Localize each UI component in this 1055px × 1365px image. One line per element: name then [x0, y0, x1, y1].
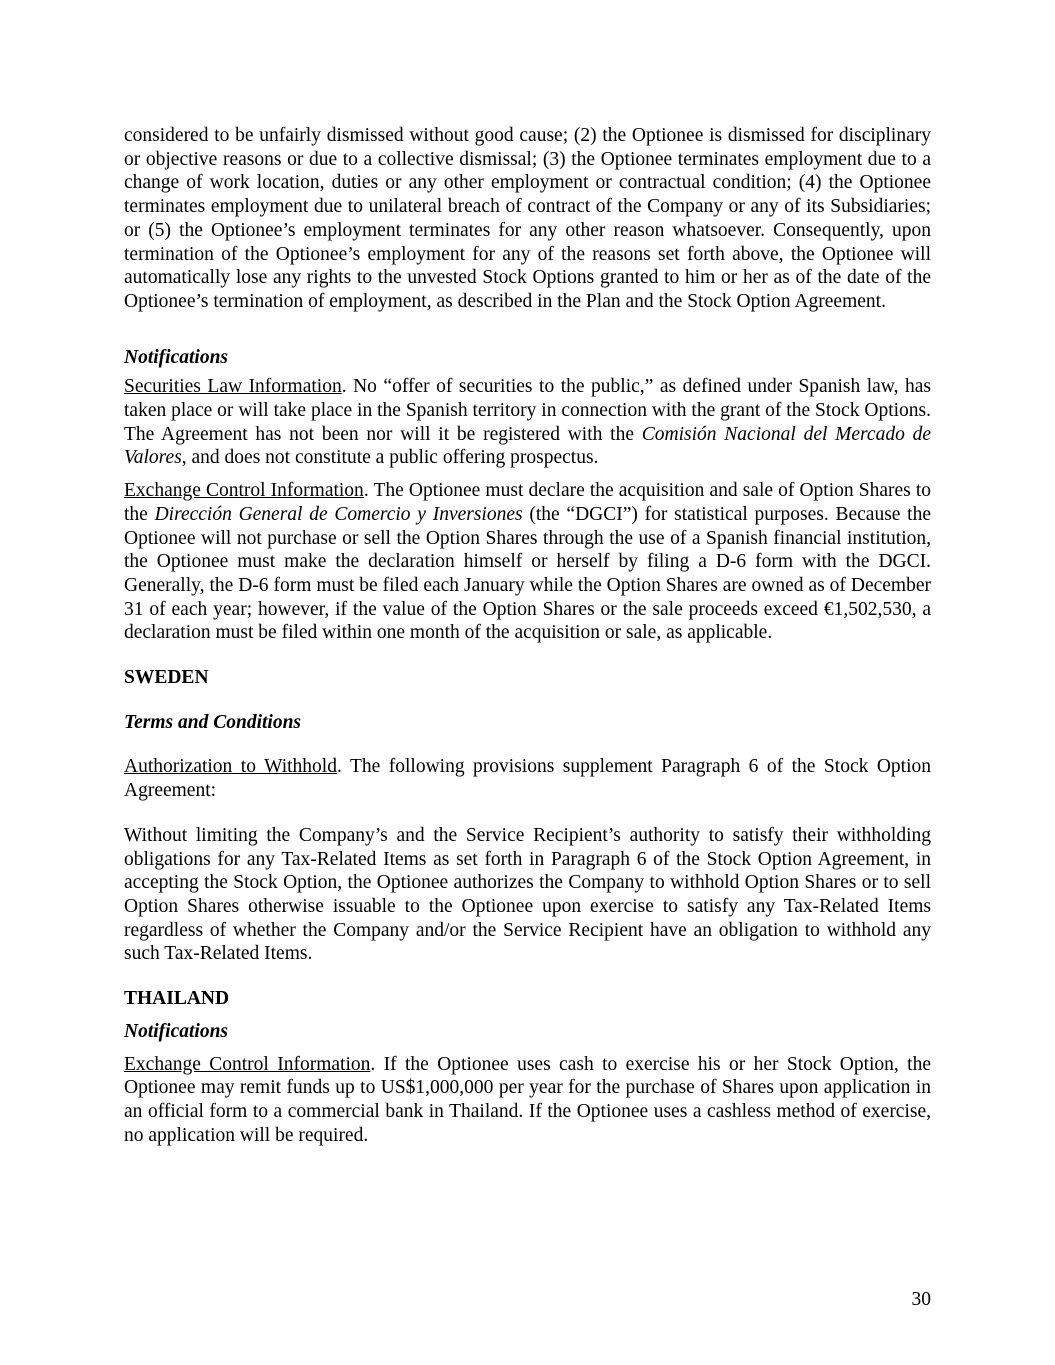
- spain-exchange-control-text-2: (the “DGCI”) for statistical purposes. Because the Optionee will not purchase or sell the Option Shares through the use of a Spanish financial institution, the Optionee must make the declaration himself or herself by filing a D-6 form with the DGCI. Generally, the D-6 form must be filed each January while the Option Shares are owned as of December 31 of each year; however, if the value of the Option Shares or the sale proceeds exceed €1,502,530, a declaration must be filed within one month of the acquisition or sale, as applicable.: [124, 503, 932, 644]
- thailand-notifications-heading: Notifications: [124, 1020, 229, 1042]
- spain-exchange-control-title: Exchange Control Information: [124, 480, 364, 502]
- page-number: 30: [911, 1289, 931, 1310]
- securities-law-paragraph: [124, 375, 931, 470]
- withholding-paragraph: Without limiting the Company’s and the Service Recipient’s authority to satisfy their withholding obligations for any Tax-Related Items as set forth in Paragraph 6 of the Stock Option Agreement, in accepting the Stock Option, the Optionee authorizes the Company to withhold Option Shares or to sell Option Shares otherwise issuable to the Optionee upon exercise to satisfy any Tax-Related Items regardless of whether the Company and/or the Service Recipient have an obligation to withhold any such Tax-Related Items.: [124, 824, 931, 965]
- thailand-exchange-control-paragraph: [124, 1053, 931, 1148]
- thailand-exchange-control-title: Exchange Control Information: [124, 1053, 371, 1075]
- document-page: [124, 124, 931, 1147]
- sweden-heading: SWEDEN: [124, 667, 209, 689]
- securities-law-title: Securities Law Information: [124, 376, 342, 398]
- spain-exchange-control-italic: Dirección General de Comercio y Inversiones: [154, 503, 523, 525]
- spain-notifications-heading: Notifications: [124, 346, 229, 368]
- thailand-heading: THAILAND: [124, 988, 230, 1010]
- authorization-paragraph: [124, 755, 931, 802]
- thailand-exchange-control-text: . If the Optionee uses cash to exercise his or her Stock Option, the Optionee may remit funds up to US$1,000,000 per year for the purchase of Shares upon application in an official form to a commercial bank in Thailand. If the Optionee uses a cashless method of exercise, no application will be required.: [124, 1053, 931, 1146]
- authorization-text: . The following provisions supplement Paragraph 6 of the Stock Option Agreement:: [124, 756, 931, 802]
- sweden-terms-heading: Terms and Conditions: [124, 711, 302, 733]
- spain-exchange-control-text-1: . The Optionee must declare the acquisition and sale of Option Shares to the: [124, 480, 931, 525]
- dismissal-paragraph: considered to be unfairly dismissed without good cause; (2) the Optionee is dismissed for disciplinary or objective reasons or due to a collective dismissal; (3) the Optionee terminates employment due to a change of work location, duties or any other employment or contractual condition; (4) the Optionee terminates employment due to unilateral breach of contract of the Company or any of its Subsidiaries; or (5) the Optionee’s employment terminates for any other reason whatsoever. Consequently, upon termination of the Optionee’s employment for any of the reasons set forth above, the Optionee will automatically lose any rights to the unvested Stock Options granted to him or her as of the date of the Optionee’s termination of employment, as described in the Plan and the Stock Option Agreement.: [124, 125, 931, 312]
- securities-law-text-2: , and does not constitute a public offering prospectus.: [181, 447, 599, 469]
- securities-law-text-1: . No “offer of securities to the public,” as defined under Spanish law, has taken place or will take place in the Spanish territory in connection with the grant of the Stock Options. The Agreement has not been nor will it be registered with the: [124, 376, 931, 445]
- securities-law-italic: Comisión Nacional del Mercado de Valores: [124, 423, 931, 469]
- spain-exchange-control-paragraph: [124, 479, 931, 645]
- authorization-title: Authorization to Withhold: [124, 756, 337, 778]
